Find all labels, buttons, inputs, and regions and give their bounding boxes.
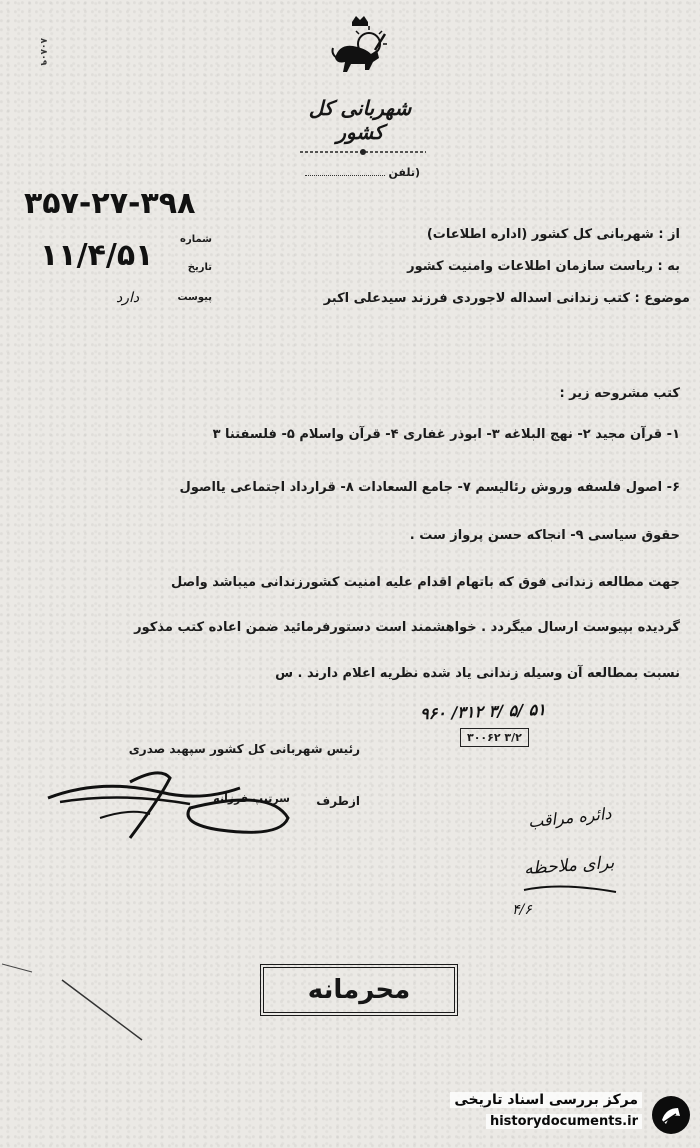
from-value: شهربانی کل کشور (اداره اطلاعات) <box>426 227 654 242</box>
handwritten-signature <box>40 758 300 848</box>
subject-label: موضوع : <box>634 291 690 306</box>
attachment-label: پیوست <box>177 292 212 303</box>
watermark <box>412 1090 694 1142</box>
stamp-line-2: ۳۰۰۶۲ ۳/۲ <box>460 728 529 747</box>
number-label: شماره <box>180 234 212 245</box>
from-label: از : <box>658 227 680 242</box>
registration-stamp <box>410 699 680 750</box>
subject-value: کتب زندانی اسداله لاجوردی فرزند سیدعلی اکبر <box>323 291 630 306</box>
classification-stamp: محرمانه <box>260 964 458 1016</box>
signatory-subtitle: سرتیپ فرزانه <box>213 792 290 805</box>
stamp-line-1: ۹۶۰ /۳۱۲ ۳/ ۵/ ۵۱ <box>419 699 547 724</box>
body-line: کتب مشروحه زیر : <box>559 386 680 401</box>
phone-value <box>305 175 385 176</box>
annotation-note-2: برای ملاحظه <box>523 852 615 880</box>
archive-logo-icon <box>652 1096 690 1134</box>
phone-line <box>290 166 420 179</box>
reference-number: ۳۵۷-۲۷-۳۹۸ <box>24 186 196 221</box>
to-field <box>230 259 680 274</box>
handwritten-date: ۱۱/۴/۵۱ <box>40 238 154 273</box>
watermark-name: مرکز بررسی اسناد تاریخی <box>450 1092 642 1108</box>
annotation-note-1: دائره مراقب <box>527 803 613 832</box>
body-line: نسبت بمطالعه آن وسیله زندانی یاد شده نظریه اعلام دارند . س <box>275 666 680 681</box>
scan-artifact-lines <box>2 950 182 1060</box>
body-line: گردیده بپیوست ارسال میگردد . خواهشمند است دستورفرمائید ضمن اعاده کتب مذکور <box>134 620 680 635</box>
body-line: حقوق سیاسی ۹- انجاکه حسن پرواز ست . <box>409 528 680 543</box>
org-title: شهربانی کل کشور <box>308 96 412 144</box>
body-line: ۶- اصول فلسفه وروش رئالیسم ۷- جامع السعادات ۸- قرارداد اجتماعی یااصول <box>179 480 680 495</box>
date-label: تاریخ <box>187 262 212 273</box>
to-label: به : <box>657 259 680 274</box>
lion-and-sun-emblem <box>325 14 395 78</box>
signatory-title: رئیس شهربانی کل کشور سپهبد صدری <box>128 742 360 756</box>
subject-field <box>230 291 690 306</box>
body-line: جهت مطالعه زندانی فوق که باتهام اقدام علیه امنیت کشورزندانی میباشد واصل <box>171 575 680 590</box>
side-code: ۸۰۸۰۹ <box>38 38 48 66</box>
annotation-underline <box>520 880 620 900</box>
annotation-note-3: ۴/۶ <box>512 902 532 918</box>
from-field <box>230 227 680 242</box>
handwritten-attachment: دارد <box>116 290 140 306</box>
body-line: ۱- قرآن مجید ۲- نهج البلاغه ۳- ابوذر غفاری ۴- قرآن واسلام ۵- فلسفتنا ۳ <box>212 427 680 442</box>
to-value: ریاست سازمان اطلاعات وامنیت کشور <box>407 259 653 274</box>
watermark-site: historydocuments.ir <box>486 1114 642 1129</box>
from-behalf-label: ازطرف <box>316 794 360 808</box>
ornamental-divider <box>298 146 428 158</box>
phone-label: (تلفن <box>388 166 420 179</box>
